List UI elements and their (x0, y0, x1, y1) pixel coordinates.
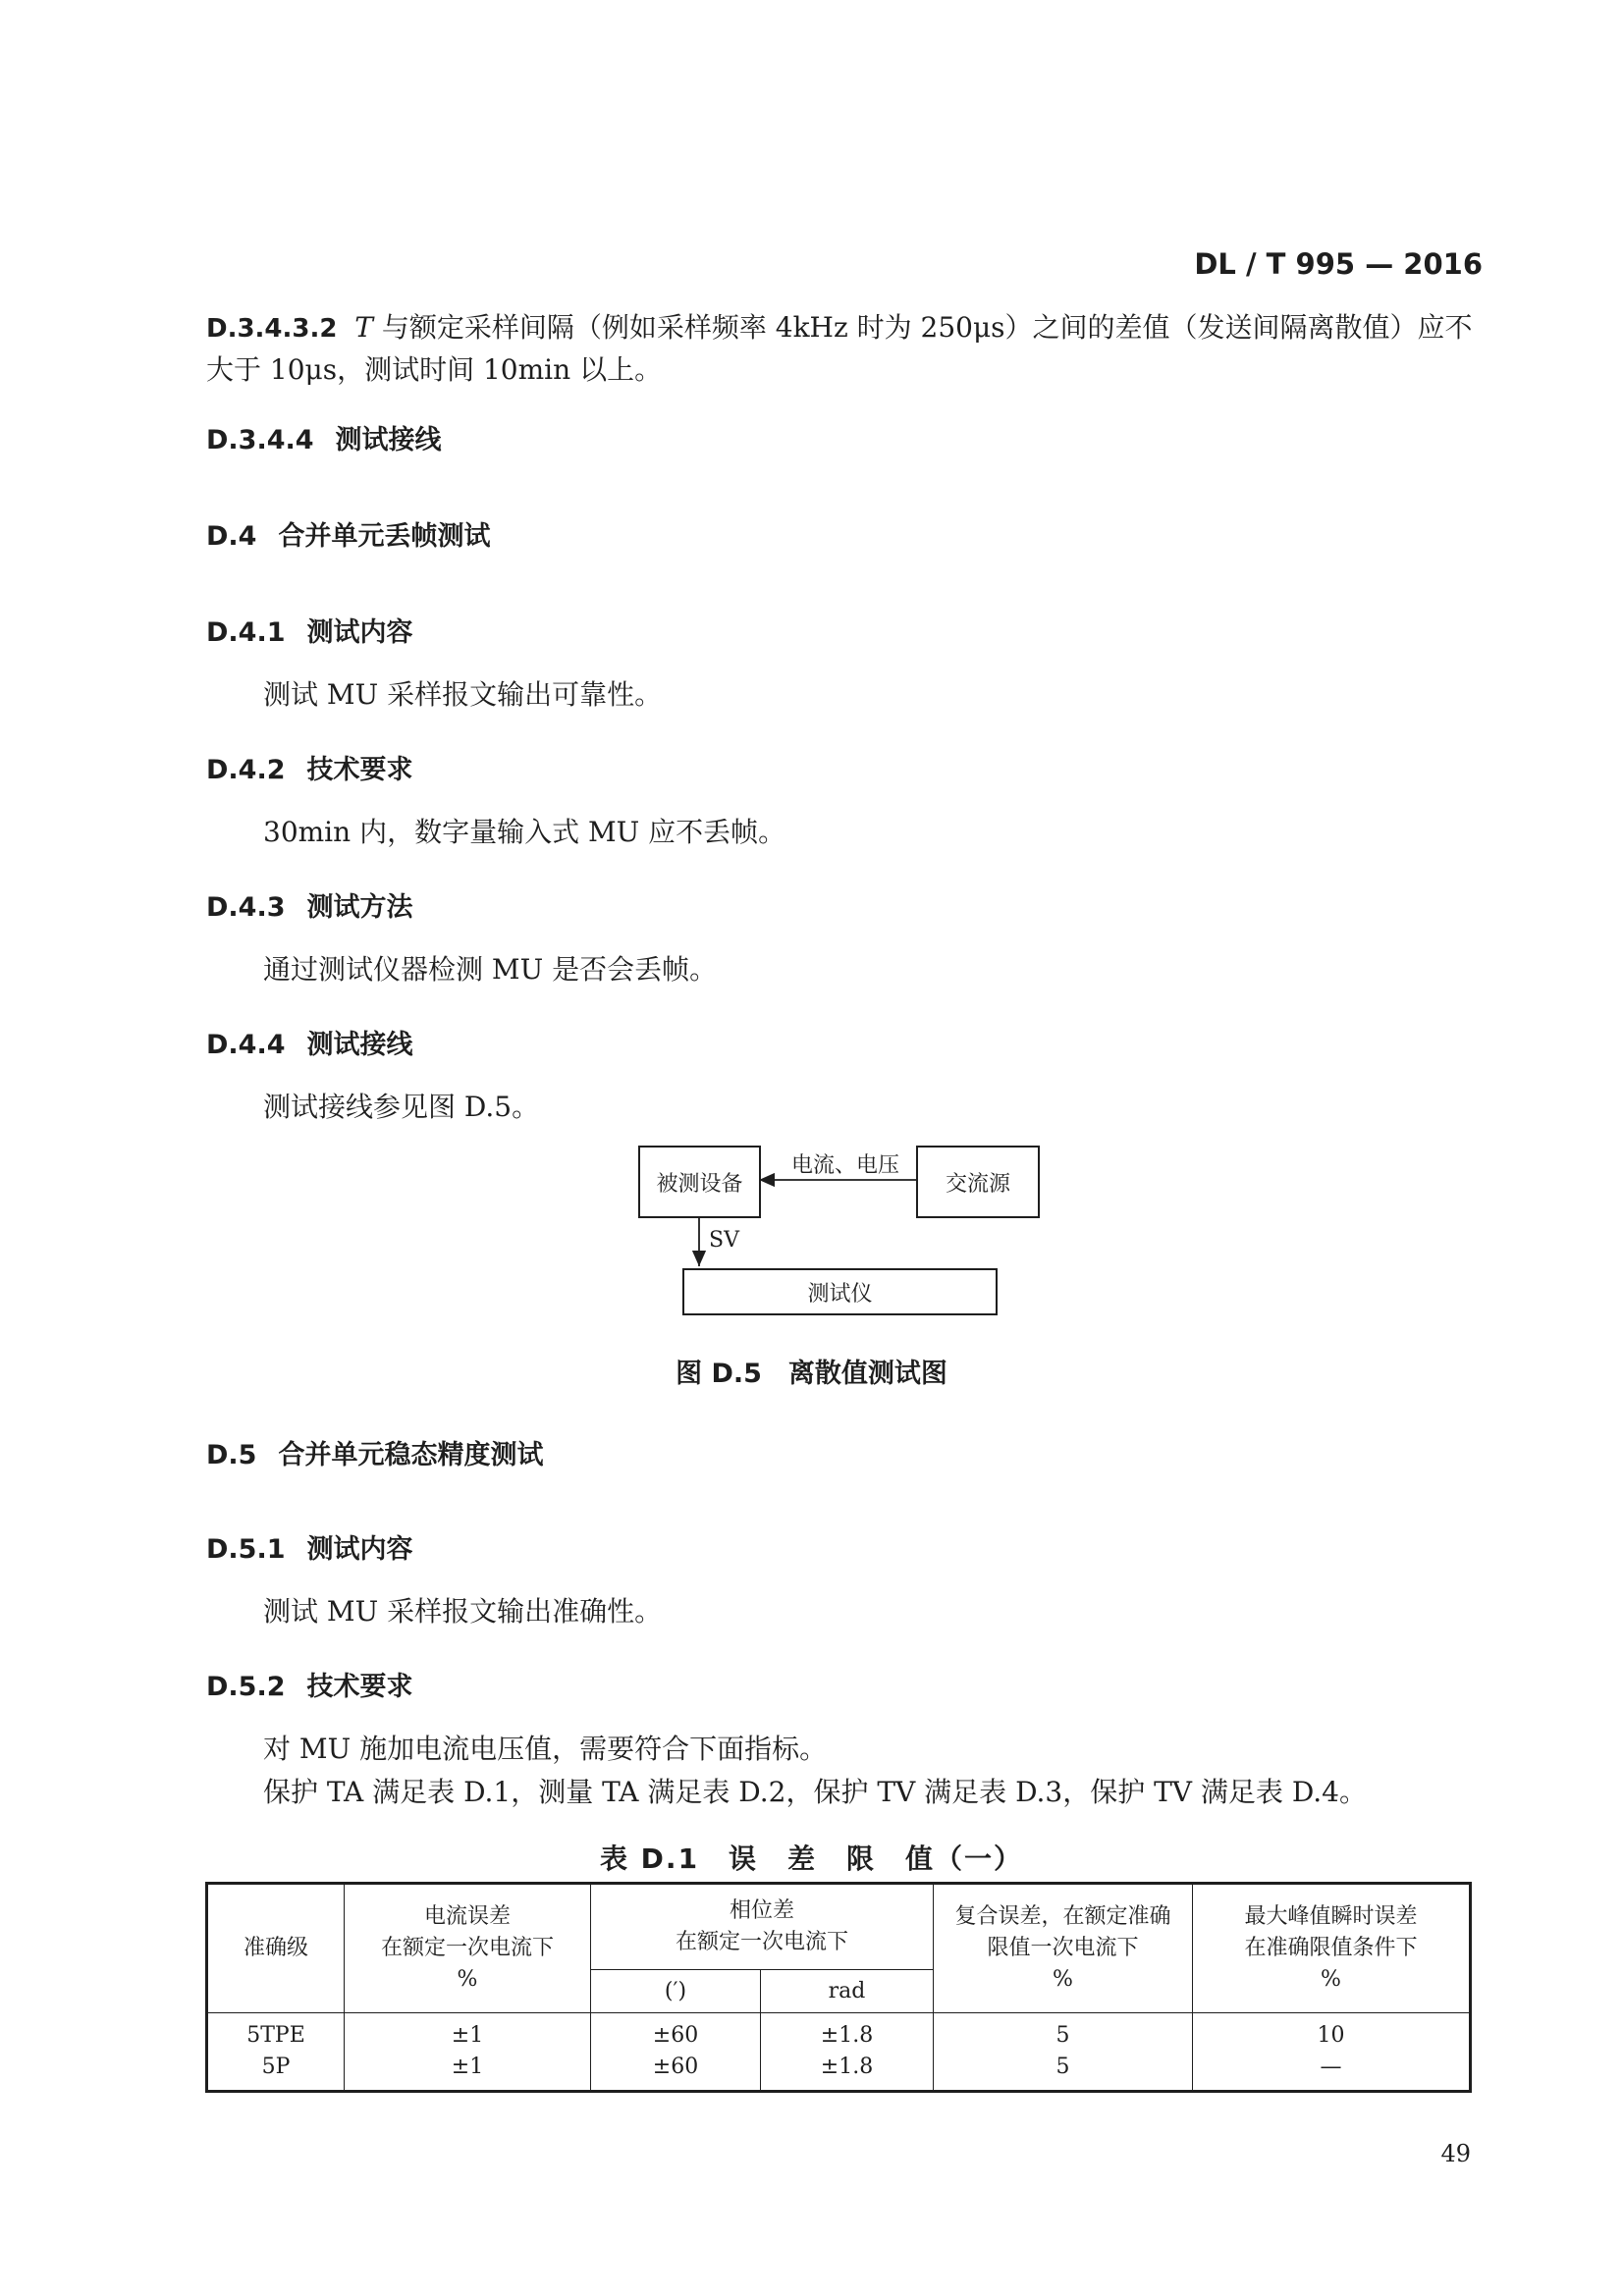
header-line: 电流误差 (423, 1904, 511, 1929)
paragraph-number: D.3.4.3.2 (206, 314, 338, 344)
heading-number: D.5.2 (206, 1672, 286, 1702)
variable-t: T (354, 311, 373, 344)
header-current-error (345, 1884, 591, 2013)
heading-title: 测试接线 (306, 1030, 413, 1060)
heading-number: D.4.3 (206, 892, 286, 923)
table-caption: 表 D.1 误 差 限 值（一） (599, 1842, 1024, 1875)
heading-title: 技术要求 (306, 755, 413, 785)
header-line: 在额定一次电流下 (675, 1930, 848, 1954)
cell-composite-error: 5 5 (934, 2013, 1193, 2092)
table-body (207, 2013, 1471, 2092)
header-line: 最大峰值瞬时误差 (1244, 1904, 1418, 1929)
heading-d51 (206, 1527, 413, 1566)
heading-d5 (206, 1433, 543, 1471)
header-line: % (1053, 1967, 1073, 1992)
header-phase-minutes: (′) (591, 1970, 761, 2013)
box-device-under-test: 被测设备 (638, 1146, 761, 1218)
box-ac-source: 交流源 (916, 1146, 1040, 1218)
header-line: 在额定一次电流下 (380, 1936, 554, 1960)
label-current-voltage: 电流、电压 (791, 1153, 900, 1178)
header-phase-rad: rad (761, 1970, 934, 2013)
heading-d52 (206, 1665, 413, 1703)
body-d44: 测试接线参见图 D.5。 (263, 1091, 540, 1123)
heading-title: 测试内容 (306, 617, 413, 648)
figure-caption: 图 D.5 离散值测试图 (676, 1359, 947, 1389)
heading-title: 测试接线 (335, 425, 442, 455)
header-line: 相位差 (729, 1898, 794, 1923)
body-d41: 测试 MU 采样报文输出可靠性。 (263, 678, 663, 711)
header-line: % (457, 1967, 478, 1992)
heading-number: D.4.4 (206, 1030, 286, 1060)
heading-number: D.5 (206, 1440, 257, 1470)
heading-title: 合并单元丢帧测试 (278, 521, 491, 552)
header-line: 在准确限值条件下 (1244, 1936, 1418, 1960)
heading-title: 合并单元稳态精度测试 (278, 1440, 544, 1470)
header-peak-instantaneous-error (1193, 1884, 1471, 2013)
cell-current-error: ±1 ±1 (345, 2013, 591, 2092)
heading-number: D.4 (206, 521, 257, 552)
box-tester: 测试仪 (682, 1268, 998, 1315)
body-d52-line2: 保护 TA 满足表 D.1，测量 TA 满足表 D.2，保护 TV 满足表 D.3，保护 TV 满足表 D.4。 (263, 1776, 1367, 1808)
body-d43: 通过测试仪器检测 MU 是否会丢帧。 (263, 953, 718, 986)
heading-title: 技术要求 (306, 1672, 413, 1702)
header-accuracy-class: 准确级 (207, 1884, 345, 2013)
cell-phase-rad: ±1.8 ±1.8 (761, 2013, 934, 2092)
heading-title: 测试内容 (306, 1534, 413, 1565)
heading-number: D.3.4.4 (206, 425, 314, 455)
cell-phase-minutes: ±60 ±60 (591, 2013, 761, 2092)
heading-number: D.4.2 (206, 755, 286, 785)
body-d42: 30min 内，数字量输入式 MU 应不丢帧。 (263, 816, 786, 848)
body-d52-line1: 对 MU 施加电流电压值，需要符合下面指标。 (263, 1733, 828, 1765)
label-sv: SV (709, 1228, 739, 1253)
heading-number: D.4.1 (206, 617, 286, 648)
header-line: % (1321, 1967, 1341, 1992)
header-phase-displacement (591, 1884, 934, 1970)
page-number: 49 (1440, 2140, 1471, 2167)
header-composite-error (934, 1884, 1193, 2013)
header-line: 复合误差，在额定准确 (954, 1904, 1171, 1929)
error-limits-table (205, 1882, 1472, 2093)
heading-title: 测试方法 (306, 892, 413, 923)
header-line: 限值一次电流下 (987, 1936, 1139, 1960)
standard-code: DL / T 995 — 2016 (1194, 247, 1483, 281)
body-d51: 测试 MU 采样报文输出准确性。 (263, 1595, 663, 1628)
paragraph-text: 与额定采样间隔（例如采样频率 4kHz 时为 250μs）之间的差值（发送间隔离散值）应不大于 10μs，测试时间 10min 以上。 (206, 311, 1473, 386)
heading-number: D.5.1 (206, 1534, 286, 1565)
cell-peak-error: 10 — (1193, 2013, 1471, 2092)
cell-accuracy-class: 5TPE 5P (207, 2013, 345, 2092)
